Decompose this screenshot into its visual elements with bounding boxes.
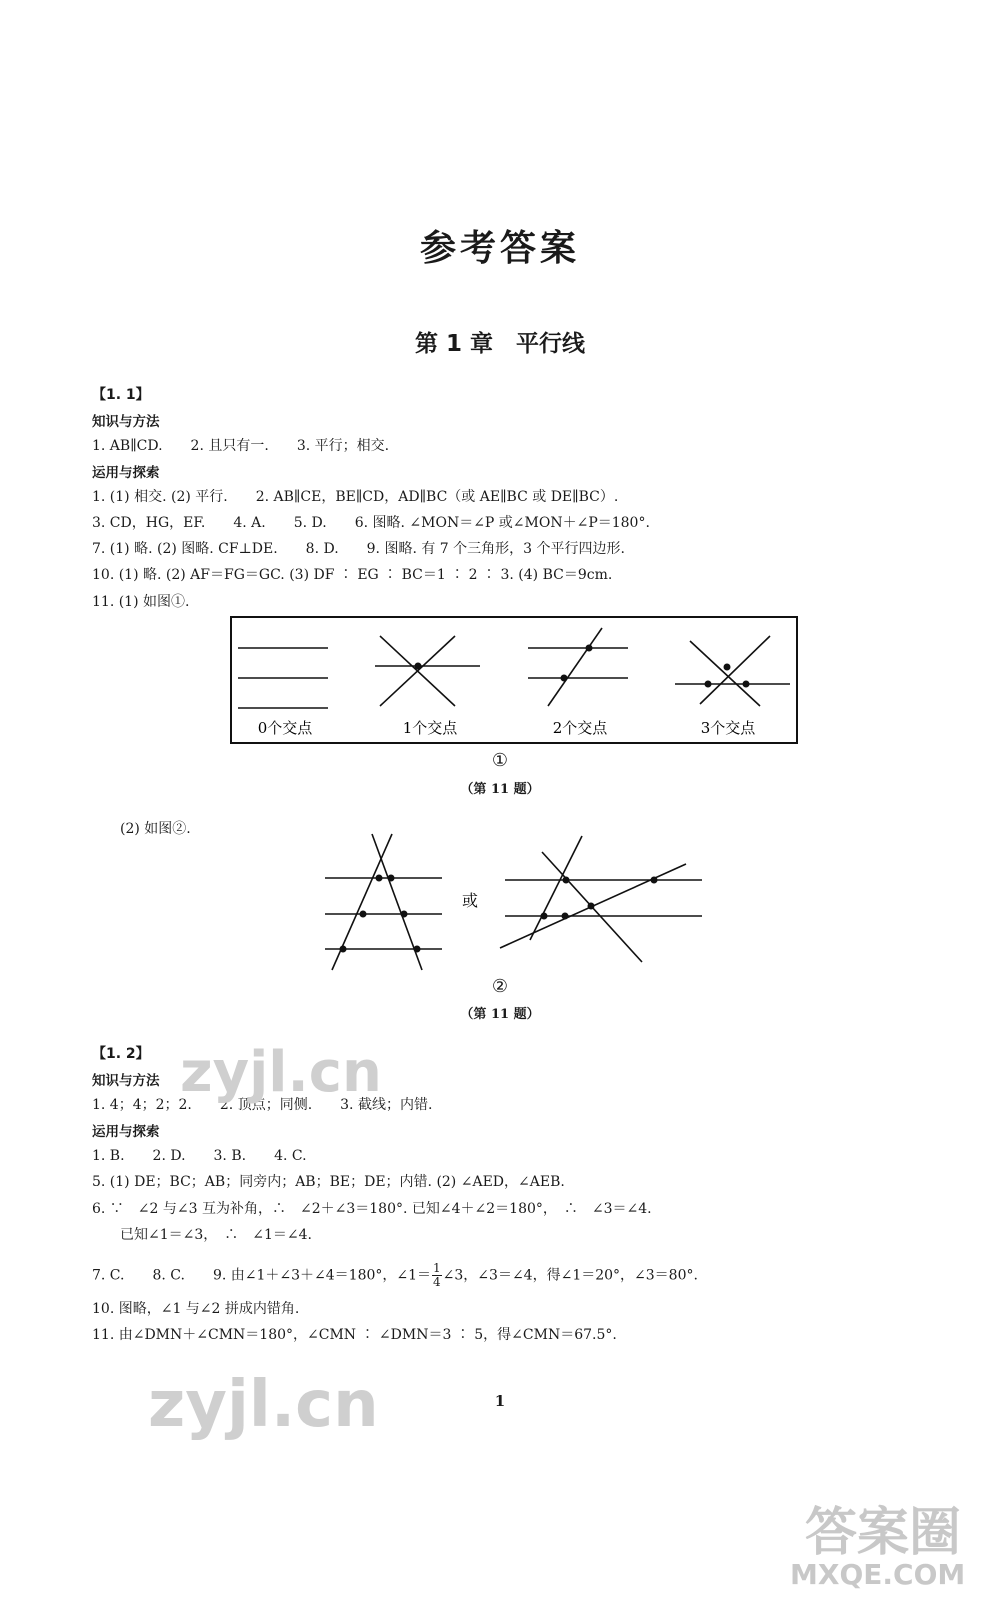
watermark-logo: zyjl.cn (148, 1368, 379, 1442)
answer-text: ∠3，∠3＝∠4，得∠1＝20°，∠3＝80°. (442, 1267, 698, 1284)
subheading-application: 运用与探索 (92, 1124, 160, 1140)
fig1-label: 0个交点 (257, 719, 313, 737)
answer-line: 6. ∵ ∠2 与∠3 互为补角，∴ ∠2＋∠3＝180°. 已知∠4＋∠2＝180°， ∴ ∠3＝∠4. (92, 1201, 652, 1217)
answer-line: 1. B. 2. D. 3. B. 4. C. (92, 1148, 307, 1164)
section-label-1-1: 【1. 1】 (92, 387, 150, 403)
answer-line: 10. 图略，∠1 与∠2 拼成内错角. (92, 1301, 300, 1317)
answer-line: 10. (1) 略. (2) AF＝FG＝GC. (3) DF ∶ EG ∶ BC＝1 ∶ 2 ∶ 3. (4) BC＝9cm. (92, 567, 613, 583)
answer-text: 7. C. 8. C. 9. 由∠1＋∠3＋∠4＝180°，∠1＝ (92, 1267, 432, 1284)
chapter-heading: 第 1 章 平行线 (414, 331, 586, 357)
figure-2-intersections (320, 828, 710, 978)
figure-2-or: 或 (461, 891, 479, 910)
figure-1-mark: ① (491, 750, 509, 771)
answer-line: 11. (1) 如图①. (92, 594, 190, 610)
page-number: 1 (494, 1392, 506, 1410)
watermark-logo: 答案圈 (805, 1503, 962, 1563)
figure-caption: （第 11 题） (460, 782, 540, 797)
answer-line: 7. (1) 略. (2) 图略. CF⊥DE. 8. D. 9. 图略. 有 7 个三角形，3 个平行四边形. (92, 541, 625, 557)
answer-line (92, 1262, 698, 1289)
figure-2-mark: ② (491, 976, 509, 997)
answer-line: 1. (1) 相交. (2) 平行. 2. AB∥CE，BE∥CD，AD∥BC（或 AE∥BC 或 DE∥BC）. (92, 489, 619, 505)
page-title: 参考答案 (419, 227, 580, 269)
subheading-application: 运用与探索 (92, 465, 160, 481)
watermark-logo: zyjl.cn (180, 1040, 382, 1105)
answer-line: (2) 如图②. (120, 821, 191, 837)
fig1-label: 3个交点 (700, 719, 756, 737)
figure-1-intersections (230, 616, 800, 746)
figure-caption: （第 11 题） (460, 1007, 540, 1022)
fig1-label: 2个交点 (552, 719, 608, 737)
section-label-1-2: 【1. 2】 (92, 1046, 150, 1062)
answer-line: 1. AB∥CD. 2. 且只有一. 3. 平行；相交. (92, 438, 390, 454)
subheading-knowledge: 知识与方法 (92, 414, 160, 430)
subheading-knowledge: 知识与方法 (92, 1073, 160, 1089)
answer-line: 已知∠1＝∠3， ∴ ∠1＝∠4. (120, 1227, 313, 1243)
answer-line: 5. (1) DE；BC；AB；同旁内；AB；BE；DE；内错. (2) ∠AED，∠AEB. (92, 1174, 565, 1190)
answer-line: 3. CD，HG，EF. 4. A. 5. D. 6. 图略. ∠MON＝∠P 或∠MON＋∠P＝180°. (92, 515, 650, 531)
fraction-numerator: 1 (433, 1261, 441, 1275)
watermark-logo: MXQE.COM (790, 1558, 966, 1591)
answer-line: 1. 4；4；2；2. 2. 顶点；同侧. 3. 截线；内错. (92, 1097, 433, 1113)
fraction (432, 1262, 442, 1289)
fig1-label: 1个交点 (402, 719, 458, 737)
fraction-denominator: 4 (433, 1275, 441, 1289)
answer-line: 11. 由∠DMN＋∠CMN＝180°，∠CMN ∶ ∠DMN＝3 ∶ 5，得∠CMN＝67.5°. (92, 1327, 617, 1343)
